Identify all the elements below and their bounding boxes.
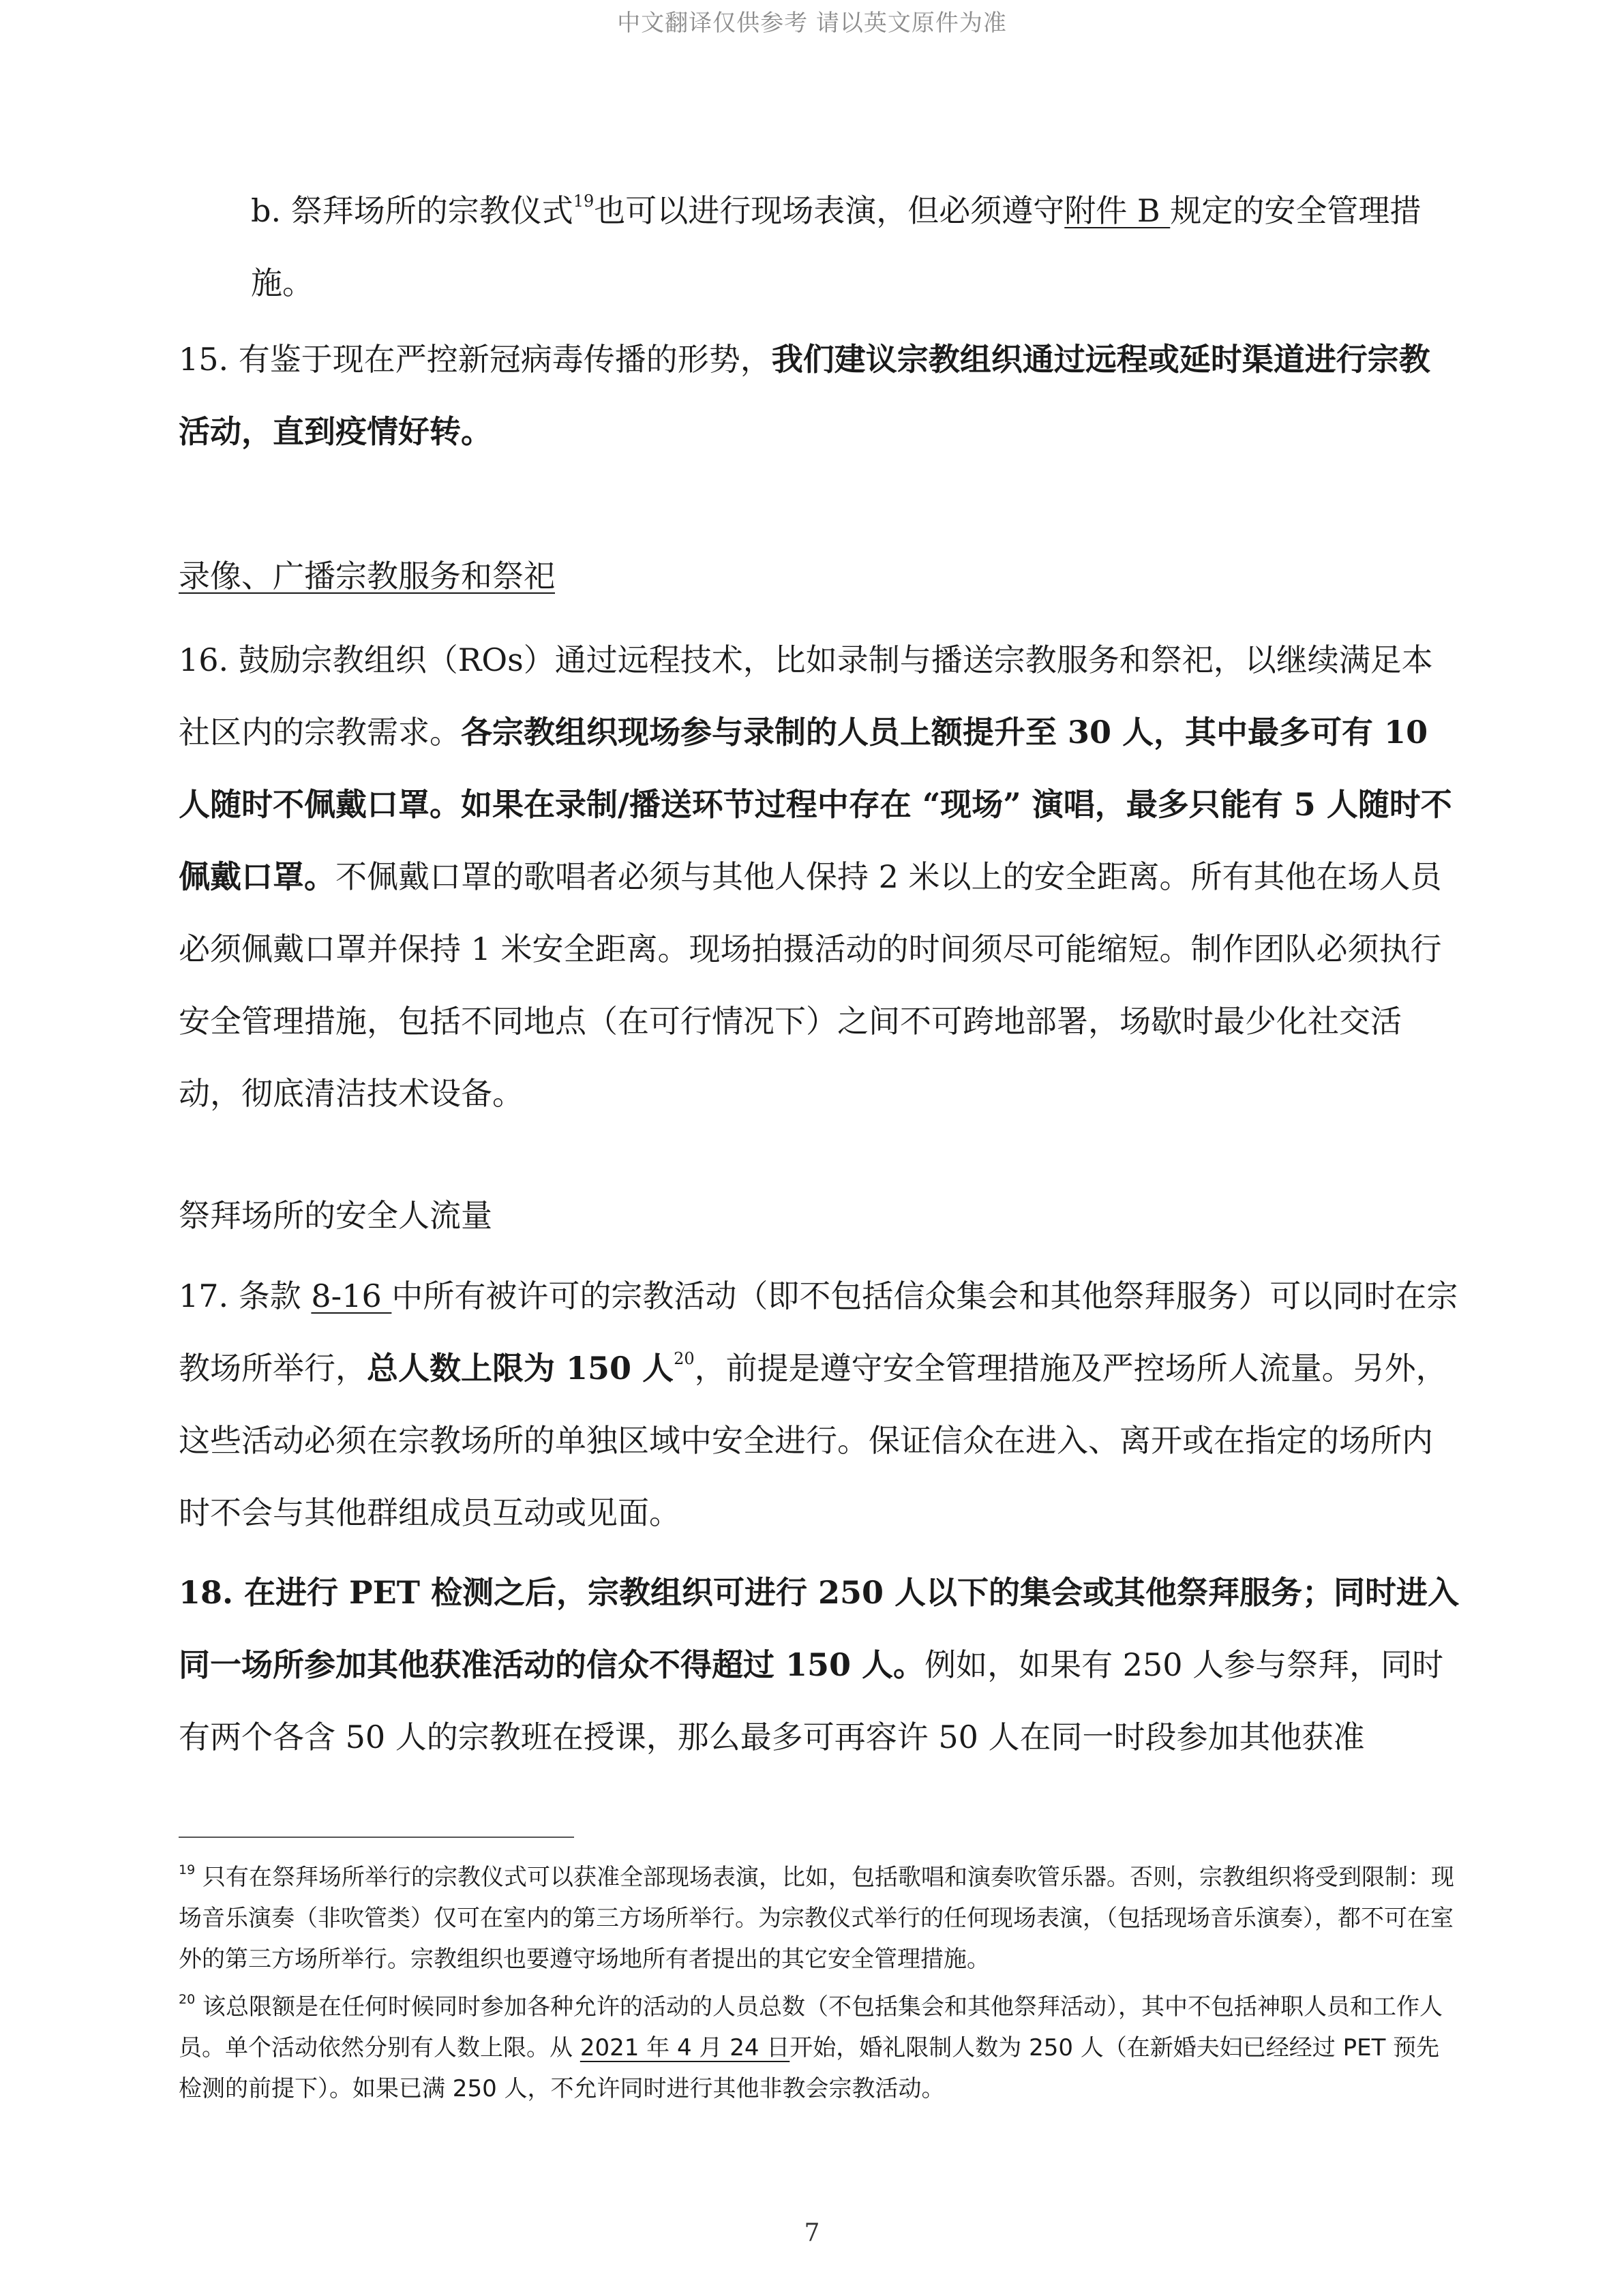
- footnote-19-text: 只有在祭拜场所举行的宗教仪式可以获准全部现场表演，比如，包括歌唱和演奏吹管乐器。否则，宗教组织将受到限制：现场音乐演奏（非吹管类）仅可在室内的第三方场所举行。为宗教仪式举行的任何现场表演，（包括现场音乐演奏），都不可在室外的第三方场所举行。宗教组织也要遵守场地所有者提出的其它安全管理措施。: [179, 1864, 1454, 1973]
- paragraph-16-text-1: 16. 鼓励宗教组织（ROs）通过远程技术，比如录制与播送宗教服务和祭祀，以继续满足本社区内的宗教需求。: [179, 641, 1433, 751]
- paragraph-15-bold: 我们建议宗教组织通过远程或延时渠道进行宗教活动，直到疫情好转。: [179, 341, 1430, 450]
- paragraph-17-text-2: 中所有被许可的宗教活动（即不包括信众集会和其他祭拜服务）可以同时在宗教场所举行，: [179, 1278, 1458, 1387]
- paragraph-15: [179, 323, 1460, 468]
- annex-b-link[interactable]: 附件 B: [1064, 192, 1171, 229]
- paragraph-16-text-2: 不佩戴口罩的歌唱者必须与其他人保持 2 米以上的安全距离。所有其他在场人员必须佩戴口罩并保持 1 米安全距离。现场拍摄活动的时间须尽可能缩短。制作团队必须执行安全管理措施，包括不同地点（在可行情况下）之间不可跨地部署，场歇时最少化社交活动，彻底清洁技术设备。: [179, 858, 1442, 1112]
- paragraph-14b-text-2: 也可以进行现场表演，但必须遵守: [594, 192, 1065, 229]
- page-number: 7: [804, 2219, 820, 2247]
- paragraph-17-text-3: ，前提是遵守安全管理措施及严控场所人流量。另外，这些活动必须在宗教场所的单独区域中安全进行。保证信众在进入、离开或在指定的场所内时不会与其他群组成员互动或见面。: [179, 1350, 1447, 1531]
- footnote-20-text-2: 开始，婚礼限制人数为 250 人（在新婚夫妇已经经过 PET 预先检测的前提下）。如果已满 250 人，不允许同时进行其他非教会宗教活动。: [179, 2034, 1440, 2102]
- footnote-20-number: 20: [179, 1992, 196, 2007]
- paragraph-16: [179, 624, 1460, 1130]
- footnote-ref-20[interactable]: 20: [674, 1349, 695, 1368]
- footnote-divider: [179, 1837, 574, 1838]
- paragraph-14b-text-3: 规定的安全管理措施。: [251, 192, 1422, 301]
- footnote-19-number: 19: [179, 1862, 196, 1877]
- translation-notice-header: 中文翻译仅供参考 请以英文原件为准: [617, 10, 1007, 37]
- footnote-19: [179, 1857, 1460, 1980]
- paragraph-18: [179, 1556, 1460, 1773]
- paragraph-17-bold: 总人数上限为 150 人: [367, 1350, 674, 1387]
- footnote-ref-19[interactable]: 19: [573, 192, 595, 211]
- paragraph-16-bold: 各宗教组织现场参与录制的人员上额提升至 30 人，其中最多可有 10 人随时不佩戴口罩。如果在录制/播送环节过程中存在 “现场” 演唱，最多只能有 5 人随时不佩戴口罩。: [179, 714, 1452, 895]
- date-link[interactable]: 2021 年 4 月 24 日: [580, 2034, 790, 2061]
- footnote-20-text-1: 该总限额是在任何时候同时参加各种允许的活动的人员总数（不包括集会和其他祭拜活动），其中不包括神职人员和工作人员。单个活动依然分别有人数上限。从: [179, 1993, 1443, 2061]
- paragraph-14b: [251, 175, 1461, 319]
- paragraph-17-text-1: 17. 条款: [179, 1278, 312, 1314]
- paragraph-14b-text-1: b. 祭拜场所的宗教仪式: [251, 192, 573, 229]
- clause-8-16-link[interactable]: 8-16: [311, 1278, 392, 1314]
- paragraph-15-text: 15. 有鉴于现在严控新冠病毒传播的形势，: [179, 341, 772, 378]
- paragraph-18-bold: 18. 在进行 PET 检测之后，宗教组织可进行 250 人以下的集会或其他祭拜服务；同时进入同一场所参加其他获准活动的信众不得超过 150 人。: [179, 1574, 1460, 1683]
- paragraph-17: [179, 1260, 1460, 1549]
- section-heading-recording: 录像、广播宗教服务和祭祀: [179, 558, 555, 594]
- paragraph-18-text: 例如，如果有 250 人参与祭拜，同时有两个各含 50 人的宗教班在授课，那么最多可再容许 50 人在同一时段参加其他获准: [179, 1646, 1444, 1755]
- section-heading-safe-capacity: 祭拜场所的安全人流量: [179, 1197, 492, 1234]
- footnote-20: [179, 1987, 1460, 2109]
